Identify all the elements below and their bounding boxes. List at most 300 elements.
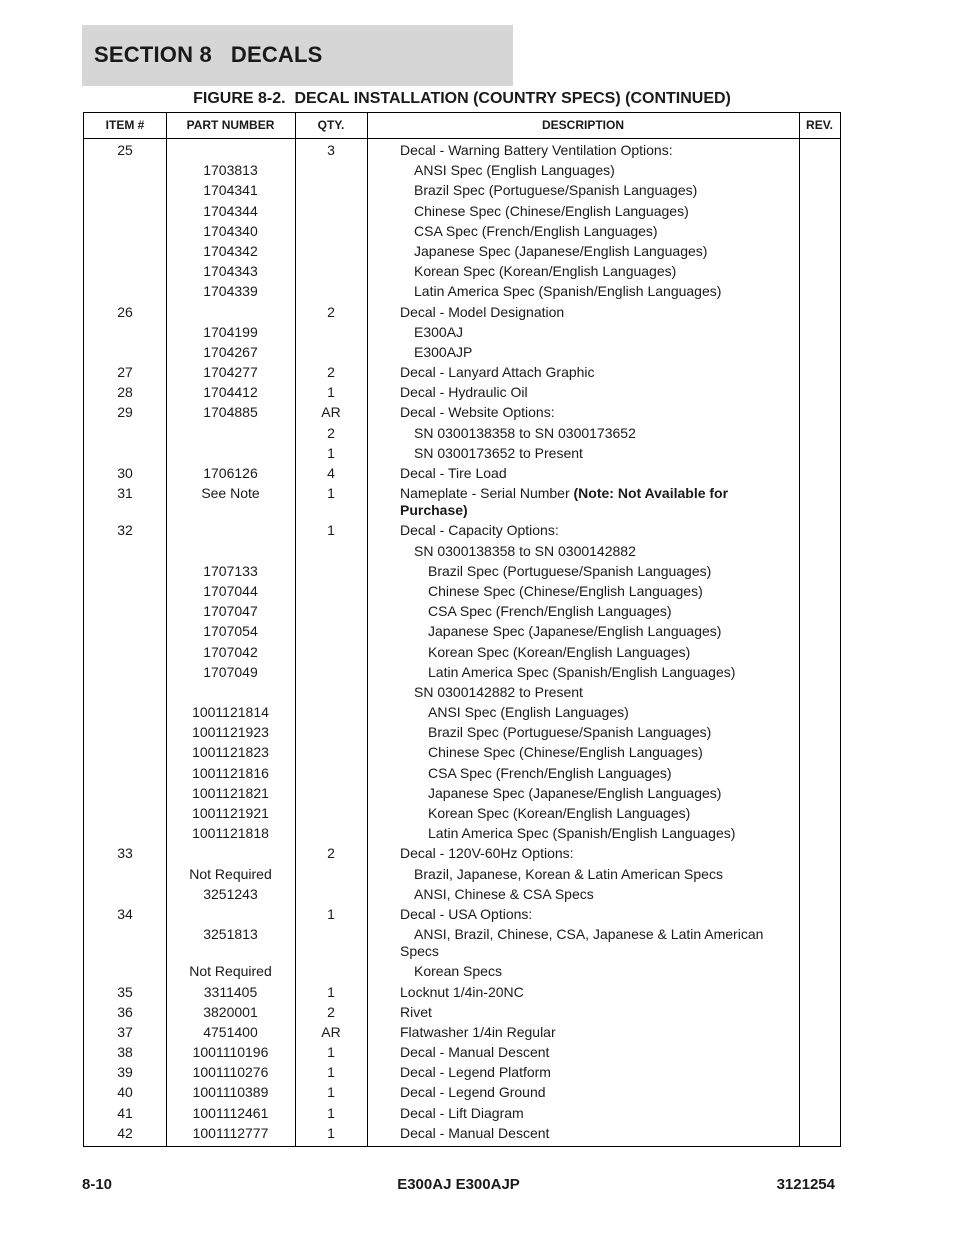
table-row [84, 926, 840, 960]
table-row [84, 1084, 840, 1101]
part-number-cell: 1704343 [203, 263, 258, 280]
description-text: Brazil Spec (Portuguese/Spanish Languages) [428, 562, 712, 579]
part-number-cell: 1001121818 [192, 825, 269, 842]
rev-cell [799, 984, 840, 1001]
item-number-cell: 41 [117, 1104, 133, 1121]
table-row [84, 1064, 840, 1081]
part-number-cell: 1707044 [203, 582, 258, 599]
qty-cell [295, 785, 367, 802]
rev-cell [799, 364, 840, 381]
part-number-cell [166, 906, 295, 923]
description-cell [367, 1064, 799, 1081]
qty-cell: 1 [327, 444, 335, 461]
table-row [84, 304, 840, 321]
description-text: Korean Spec (Korean/English Languages) [414, 263, 677, 280]
qty-cell: AR [321, 1023, 341, 1040]
table-row [84, 724, 840, 741]
rev-cell [799, 1024, 840, 1041]
qty-cell [295, 963, 367, 980]
description-cell [367, 563, 799, 580]
table-body [84, 142, 840, 1145]
part-number-cell: 1707133 [203, 562, 258, 579]
part-number-cell: 1704339 [203, 283, 258, 300]
description-text: Brazil Spec (Portuguese/Spanish Languages) [428, 724, 712, 741]
rev-cell [799, 1004, 840, 1021]
description-cell [367, 243, 799, 260]
rev-cell [799, 886, 840, 903]
description-text: Decal - Model Designation [400, 303, 565, 320]
item-number-cell: 38 [117, 1044, 133, 1061]
rev-cell [799, 1064, 840, 1081]
item-number-cell [84, 886, 166, 903]
item-number-cell [84, 963, 166, 980]
part-number-cell: 1001121816 [192, 764, 269, 781]
part-number-cell: 1703813 [203, 162, 258, 179]
rev-cell [799, 203, 840, 220]
rev-cell [799, 263, 840, 280]
item-number-cell [84, 644, 166, 661]
qty-cell [295, 704, 367, 721]
description-text: Chinese Spec (Chinese/English Languages) [428, 744, 703, 761]
section-title: SECTION 8 DECALS [94, 42, 323, 67]
description-text: Decal - Lift Diagram [400, 1104, 524, 1121]
item-number-cell [84, 563, 166, 580]
description-text: Decal - Manual Descent [400, 1044, 550, 1061]
header-description: DESCRIPTION [541, 118, 624, 132]
description-cell [367, 724, 799, 741]
qty-cell [295, 664, 367, 681]
qty-cell [295, 563, 367, 580]
table-row [84, 785, 840, 802]
rev-cell [799, 906, 840, 923]
description-cell [367, 583, 799, 600]
table-row [84, 704, 840, 721]
item-number-cell: 42 [117, 1124, 133, 1141]
description-text: Korean Spec (Korean/English Languages) [428, 643, 691, 660]
rev-cell [799, 425, 840, 442]
qty-cell: 1 [327, 384, 335, 401]
table-row [84, 1105, 840, 1122]
table-row [84, 522, 840, 539]
qty-cell [295, 603, 367, 620]
qty-cell [295, 583, 367, 600]
rev-cell [799, 1105, 840, 1122]
item-number-cell: 37 [117, 1023, 133, 1040]
description-cell [367, 162, 799, 179]
part-number-cell: 4751400 [203, 1023, 258, 1040]
part-number-cell: 1001121923 [192, 724, 269, 741]
item-number-cell [84, 324, 166, 341]
description-text: E300AJ [414, 323, 464, 340]
item-number-cell: 31 [117, 485, 133, 502]
item-number-cell [84, 263, 166, 280]
description-text: Decal - Website Options: [400, 404, 555, 421]
table-row [84, 825, 840, 842]
qty-cell: AR [321, 404, 341, 421]
description-cell [367, 445, 799, 462]
description-cell [367, 866, 799, 883]
qty-cell: 2 [327, 845, 335, 862]
description-text: Japanese Spec (Japanese/English Languages) [414, 242, 708, 259]
table-row [84, 384, 840, 401]
rev-cell [799, 603, 840, 620]
part-number-cell: 1707042 [203, 643, 258, 660]
item-number-cell: 39 [117, 1064, 133, 1081]
qty-cell [295, 324, 367, 341]
table-row [84, 324, 840, 341]
item-number-cell: 36 [117, 1003, 133, 1020]
qty-cell [295, 644, 367, 661]
part-number-cell: 1001112777 [192, 1124, 269, 1141]
rev-cell [799, 724, 840, 741]
item-number-cell: 32 [117, 522, 133, 539]
table-row [84, 364, 840, 381]
item-number-cell [84, 603, 166, 620]
description-text: Latin America Spec (Spanish/English Languages) [414, 283, 722, 300]
qty-cell [295, 263, 367, 280]
description-cell [367, 704, 799, 721]
rev-cell [799, 304, 840, 321]
description-text: Korean Spec (Korean/English Languages) [428, 805, 691, 821]
item-number-cell [84, 243, 166, 260]
qty-cell [295, 926, 367, 960]
rev-cell [799, 543, 840, 560]
rev-cell [799, 866, 840, 883]
description-cell [367, 963, 799, 980]
table-row [84, 404, 840, 421]
rev-cell [799, 522, 840, 539]
qty-cell [295, 886, 367, 903]
description-cell [367, 1125, 799, 1142]
item-number-cell [84, 283, 166, 300]
description-text: Locknut 1/4in-20NC [400, 983, 524, 1000]
description-cell [367, 926, 799, 960]
qty-cell: 3 [327, 142, 335, 158]
table-row [84, 845, 840, 862]
description-cell [367, 142, 799, 159]
part-number-cell: See Note [201, 485, 260, 502]
description-text: SN 0300173652 to Present [414, 444, 583, 461]
item-number-cell: 27 [117, 364, 133, 381]
qty-cell [295, 223, 367, 240]
table-header-row [84, 113, 840, 139]
header-qty: QTY. [317, 118, 345, 132]
table-row [84, 485, 840, 519]
part-number-cell: 1704341 [203, 182, 258, 199]
qty-cell: 1 [327, 522, 335, 539]
part-number-cell: 1704199 [203, 323, 258, 340]
table-row [84, 583, 840, 600]
description-cell [367, 664, 799, 681]
rev-cell [799, 926, 840, 960]
table-row [84, 283, 840, 300]
description-cell [367, 1044, 799, 1061]
description-text: ANSI Spec (English Languages) [414, 162, 615, 179]
rev-cell [799, 1084, 840, 1101]
qty-cell [295, 623, 367, 640]
description-text: Decal - USA Options: [400, 905, 533, 922]
part-number-cell: 1001110276 [192, 1064, 269, 1081]
footer-model: E300AJ E300AJP [397, 1176, 520, 1193]
part-number-cell [166, 425, 295, 442]
part-number-cell: 1707047 [203, 603, 258, 620]
rev-cell [799, 765, 840, 782]
description-cell [367, 744, 799, 761]
description-cell [367, 344, 799, 361]
section-header [82, 25, 513, 86]
item-number-cell: 40 [117, 1084, 133, 1101]
description-text: SN 0300138358 to SN 0300173652 [414, 424, 636, 441]
part-number-cell: 1001121823 [192, 744, 269, 761]
qty-cell: 1 [327, 1124, 335, 1141]
description-cell [367, 304, 799, 321]
table-row [84, 1024, 840, 1041]
part-number-cell: 1707054 [203, 623, 258, 640]
item-number-cell [84, 704, 166, 721]
description-cell [367, 223, 799, 240]
description-text: Japanese Spec (Japanese/English Languages) [428, 784, 722, 801]
table-row [84, 1125, 840, 1142]
table-row [84, 866, 840, 883]
qty-cell: 1 [327, 1104, 335, 1121]
qty-cell [295, 543, 367, 560]
table-row [84, 445, 840, 462]
table-row [84, 623, 840, 640]
description-cell [367, 644, 799, 661]
item-number-cell [84, 344, 166, 361]
qty-cell [295, 744, 367, 761]
part-number-cell: 1706126 [203, 465, 258, 481]
description-text: CSA Spec (French/English Languages) [428, 603, 672, 620]
description-text: Brazil Spec (Portuguese/Spanish Languages) [414, 182, 698, 199]
qty-cell [295, 805, 367, 822]
item-number-cell [84, 785, 166, 802]
qty-cell [295, 724, 367, 741]
qty-cell [295, 344, 367, 361]
rev-cell [799, 805, 840, 822]
part-number-cell: 1704885 [203, 404, 258, 421]
item-number-cell: 29 [117, 404, 133, 421]
rev-cell [799, 283, 840, 300]
item-number-cell [84, 182, 166, 199]
item-number-cell [84, 623, 166, 640]
part-number-cell [166, 522, 295, 539]
description-cell [367, 785, 799, 802]
table-row [84, 603, 840, 620]
description-text: Decal - Hydraulic Oil [400, 384, 528, 401]
table-row [84, 182, 840, 199]
rev-cell [799, 384, 840, 401]
page-footer [82, 1176, 835, 1196]
item-number-cell [84, 223, 166, 240]
qty-cell [295, 243, 367, 260]
part-number-cell: 1001121814 [192, 704, 269, 721]
part-number-cell: 1704267 [203, 343, 258, 360]
item-number-cell [84, 425, 166, 442]
item-number-cell [84, 765, 166, 782]
qty-cell: 1 [327, 1064, 335, 1081]
description-cell [367, 465, 799, 482]
table-row [84, 644, 840, 661]
table-row [84, 142, 840, 159]
qty-cell [295, 203, 367, 220]
description-cell [367, 263, 799, 280]
table-row [84, 425, 840, 442]
item-number-cell [84, 866, 166, 883]
description-cell [367, 404, 799, 421]
qty-cell: 2 [327, 424, 335, 441]
part-number-cell: 1001121921 [192, 805, 269, 821]
table-row [84, 1004, 840, 1021]
part-number-cell [166, 845, 295, 862]
table-row [84, 744, 840, 761]
table-row [84, 344, 840, 361]
description-text: Decal - Capacity Options: [400, 522, 559, 539]
description-cell [367, 425, 799, 442]
description-cell [367, 182, 799, 199]
rev-cell [799, 324, 840, 341]
item-number-cell: 30 [117, 465, 133, 481]
item-number-cell [84, 684, 166, 701]
part-number-cell: 1001112461 [192, 1104, 269, 1121]
item-number-cell [84, 724, 166, 741]
item-number-cell [84, 664, 166, 681]
parts-table [83, 112, 841, 1147]
part-number-cell: 1704340 [203, 222, 258, 239]
qty-cell [295, 162, 367, 179]
description-text: E300AJP [414, 343, 473, 360]
description-text: Flatwasher 1/4in Regular [400, 1023, 556, 1040]
description-cell [367, 623, 799, 640]
rev-cell [799, 182, 840, 199]
part-number-cell: 1001121821 [192, 784, 269, 801]
rev-cell [799, 684, 840, 701]
header-rev: REV. [806, 118, 833, 132]
description-cell [367, 603, 799, 620]
description-cell [367, 283, 799, 300]
qty-cell [295, 182, 367, 199]
item-number-cell [84, 583, 166, 600]
part-number-cell: 1707049 [203, 663, 258, 680]
qty-cell: 1 [327, 1044, 335, 1061]
item-number-cell [84, 744, 166, 761]
description-note: (Note: Not Available for Purchase) [400, 485, 729, 519]
description-text: SN 0300138358 to SN 0300142882 [414, 542, 636, 559]
table-row [84, 162, 840, 179]
description-text: ANSI, Brazil, Chinese, CSA, Japanese & Latin American Specs [400, 926, 764, 960]
part-number-cell: 1704344 [203, 202, 258, 219]
description-text: Korean Specs [414, 963, 502, 980]
description-text: Decal - 120V-60Hz Options: [400, 845, 574, 862]
description-cell [367, 684, 799, 701]
qty-cell: 2 [327, 303, 335, 320]
description-text: Decal - Legend Platform [400, 1064, 551, 1081]
item-number-cell [84, 162, 166, 179]
item-number-cell: 26 [117, 303, 133, 320]
figure-title: FIGURE 8-2. DECAL INSTALLATION (COUNTRY SPECS) (CONTINUED) [193, 90, 731, 107]
rev-cell [799, 485, 840, 519]
rev-cell [799, 162, 840, 179]
qty-cell [295, 684, 367, 701]
part-number-cell: 1001110389 [192, 1084, 269, 1101]
table-row [84, 886, 840, 903]
rev-cell [799, 845, 840, 862]
part-number-cell: 1001110196 [192, 1044, 269, 1061]
description-text: ANSI, Chinese & CSA Specs [414, 885, 594, 902]
description-text: Rivet [400, 1003, 432, 1020]
description-cell [367, 543, 799, 560]
table-row [84, 543, 840, 560]
description-text: Decal - Lanyard Attach Graphic [400, 364, 595, 381]
qty-cell: 2 [327, 364, 335, 381]
part-number-cell: 3251243 [203, 885, 258, 902]
footer-page-number: 8-10 [82, 1176, 113, 1193]
item-number-cell [84, 805, 166, 822]
rev-cell [799, 465, 840, 482]
table-row [84, 664, 840, 681]
qty-cell: 1 [327, 905, 335, 922]
rev-cell [799, 744, 840, 761]
part-number-cell: 3820001 [203, 1003, 258, 1020]
rev-cell [799, 1044, 840, 1061]
description-cell [367, 845, 799, 862]
part-number-cell: 3311405 [203, 983, 258, 1000]
part-number-cell [166, 543, 295, 560]
qty-cell [295, 825, 367, 842]
item-number-cell [84, 825, 166, 842]
description-cell [367, 1084, 799, 1101]
description-cell [367, 203, 799, 220]
description-text: Japanese Spec (Japanese/English Languages) [428, 623, 722, 640]
rev-cell [799, 664, 840, 681]
footer-doc-number: 3121254 [776, 1176, 835, 1193]
part-number-cell: Not Required [189, 963, 272, 980]
item-number-cell [84, 203, 166, 220]
qty-cell: 1 [327, 983, 335, 1000]
rev-cell [799, 445, 840, 462]
item-number-cell: 34 [117, 905, 133, 922]
table-row [84, 963, 840, 980]
table-row [84, 906, 840, 923]
description-text: Decal - Legend Ground [400, 1084, 546, 1101]
qty-cell: 1 [327, 485, 335, 502]
description-text: CSA Spec (French/English Languages) [428, 764, 672, 781]
item-number-cell: 33 [117, 845, 133, 862]
description-cell [367, 825, 799, 842]
description-cell [367, 364, 799, 381]
qty-cell [295, 283, 367, 300]
description-text: Brazil, Japanese, Korean & Latin American Specs [414, 865, 723, 882]
header-part-number: PART NUMBER [186, 118, 275, 132]
table-row [84, 765, 840, 782]
rev-cell [799, 243, 840, 260]
description-text: SN 0300142882 to Present [414, 683, 583, 700]
item-number-cell [84, 543, 166, 560]
table-row [84, 223, 840, 240]
description-text: Decal - Warning Battery Ventilation Options: [400, 142, 673, 158]
part-number-cell: 1704412 [203, 384, 258, 401]
table-row [84, 563, 840, 580]
item-number-cell: 25 [117, 142, 133, 158]
qty-cell: 2 [327, 1003, 335, 1020]
description-text: Chinese Spec (Chinese/English Languages) [428, 582, 703, 599]
qty-cell: 4 [327, 465, 335, 481]
description-cell [367, 886, 799, 903]
rev-cell [799, 963, 840, 980]
qty-cell: 1 [327, 1084, 335, 1101]
qty-cell [295, 765, 367, 782]
rev-cell [799, 785, 840, 802]
